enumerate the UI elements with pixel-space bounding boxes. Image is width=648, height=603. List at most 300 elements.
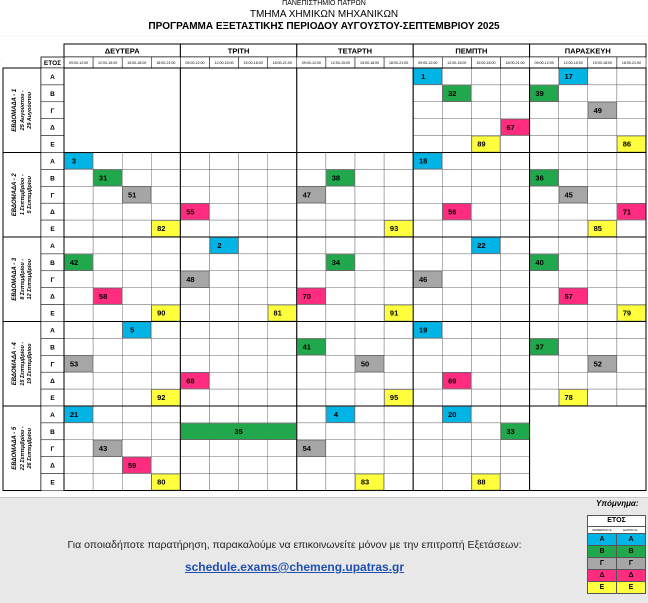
week-label-group	[12, 426, 33, 471]
slot-cell	[501, 288, 530, 305]
slot-cell	[413, 440, 442, 457]
year-label: Ε	[50, 141, 55, 149]
day-header-2: ΤΡΙΤΗ	[227, 46, 250, 56]
exam-cell	[356, 356, 384, 372]
slot-cell	[413, 305, 442, 322]
slot-cell	[297, 423, 326, 440]
exam-code: 67	[506, 122, 515, 132]
time-slot-label: 12:00-15:00	[563, 61, 583, 65]
slot-cell	[64, 389, 93, 406]
slot-cell	[384, 372, 413, 389]
slot-cell	[64, 322, 93, 339]
slot-cell	[617, 102, 646, 119]
slot-cell	[559, 85, 588, 102]
exam-code: 52	[593, 359, 602, 369]
exam-cell	[326, 170, 354, 186]
empty-day-block	[180, 68, 296, 153]
time-slot-label: 15:00-18:00	[592, 61, 612, 65]
slot-cell	[239, 389, 268, 406]
slot-cell	[180, 220, 209, 237]
slot-cell	[93, 338, 122, 355]
week-dates-start: 8 Σεπτεμβρίου -	[20, 258, 26, 300]
slot-cell	[384, 153, 413, 170]
exam-code: 95	[389, 393, 399, 403]
slot-cell	[588, 305, 617, 322]
slot-cell	[588, 68, 617, 85]
slot-cell	[442, 423, 471, 440]
week-label-group	[12, 257, 33, 301]
exam-code: 70	[302, 291, 311, 301]
time-slot-label: 18:00-21:00	[505, 61, 525, 65]
slot-cell	[64, 186, 93, 203]
slot-cell	[210, 372, 239, 389]
slot-cell	[268, 271, 297, 288]
slot-cell	[122, 305, 151, 322]
slot-cell	[384, 237, 413, 254]
slot-cell	[617, 169, 646, 186]
exam-code: 40	[535, 257, 544, 267]
slot-cell	[588, 271, 617, 288]
exam-cell	[94, 288, 122, 304]
slot-cell	[384, 254, 413, 271]
slot-cell	[326, 474, 355, 491]
slot-cell	[559, 305, 588, 322]
legend-spring-swatch: Ε	[617, 582, 645, 593]
exam-code: 38	[331, 173, 341, 183]
slot-cell	[413, 169, 442, 186]
slot-cell	[64, 288, 93, 305]
slot-cell	[122, 474, 151, 491]
slot-cell	[501, 68, 530, 85]
exam-code: 91	[389, 308, 399, 318]
slot-cell	[384, 288, 413, 305]
slot-cell	[384, 406, 413, 423]
slot-cell	[210, 305, 239, 322]
slot-cell	[384, 440, 413, 457]
exam-code: 2	[217, 241, 222, 251]
contact-note: Για οποιαδήποτε παρατήρηση, παρακαλούμε να επικοινωνείτε μόνον με την επιτροπή Εξετάσεων:	[67, 539, 522, 551]
slot-cell	[588, 322, 617, 339]
slot-cell	[151, 406, 180, 423]
week-label-group	[12, 342, 33, 386]
week-dates-start: 22 Σεπτεμβρίου -	[20, 426, 26, 471]
exam-code: 81	[273, 308, 282, 318]
time-slot-label: 09:00-12:00	[418, 61, 438, 65]
slot-cell	[268, 237, 297, 254]
exam-cell	[297, 187, 325, 203]
slot-cell	[559, 237, 588, 254]
slot-cell	[530, 186, 559, 203]
slot-cell	[559, 220, 588, 237]
year-label: Α	[50, 73, 55, 81]
exam-code: 69	[448, 376, 457, 386]
exam-code: 55	[186, 207, 195, 217]
slot-cell	[122, 423, 151, 440]
slot-cell	[268, 355, 297, 372]
slot-cell	[471, 203, 500, 220]
slot-cell	[471, 440, 500, 457]
slot-cell	[180, 406, 209, 423]
time-slot-label: 15:00-18:00	[476, 61, 496, 65]
time-slot-label: 12:00-15:00	[330, 61, 351, 65]
slot-cell	[471, 355, 500, 372]
exam-code: 4	[333, 410, 338, 420]
slot-cell	[530, 119, 559, 136]
week-label-group	[12, 88, 33, 132]
university-name: ΠΑΝΕΠΙΣΤΗΜΙΟ ΠΑΤΡΩΝ	[282, 0, 366, 7]
slot-cell	[588, 254, 617, 271]
exam-cell	[181, 373, 209, 389]
slot-cell	[413, 254, 442, 271]
legend-row	[588, 534, 645, 546]
slot-cell	[501, 271, 530, 288]
time-slot-label: 18:00-21:00	[156, 61, 176, 65]
slot-cell	[588, 186, 617, 203]
slot-cell	[326, 220, 355, 237]
slot-cell	[326, 322, 355, 339]
exam-cell	[210, 238, 238, 254]
exam-cell	[123, 457, 151, 473]
year-label: Α	[50, 158, 55, 166]
legend-winter-swatch: Γ	[588, 558, 617, 569]
time-slot-label: 18:00-21:00	[272, 61, 292, 65]
slot-cell	[617, 153, 646, 170]
time-slot-label: 09:00-12:00	[185, 61, 205, 65]
exam-code: 1	[421, 72, 426, 82]
slot-cell	[617, 186, 646, 203]
slot-cell	[326, 203, 355, 220]
week-dates-end: 5 Σεπτεμβρίου	[27, 176, 33, 214]
exam-code: 43	[98, 443, 108, 453]
empty-day-block	[64, 68, 180, 153]
slot-cell	[239, 457, 268, 474]
slot-cell	[268, 440, 297, 457]
exam-code: 88	[477, 477, 486, 487]
exam-code: 51	[128, 190, 137, 200]
slot-cell	[413, 203, 442, 220]
legend-winter-swatch: Δ	[588, 570, 617, 581]
slot-cell	[122, 355, 151, 372]
slot-cell	[268, 203, 297, 220]
slot-cell	[471, 271, 500, 288]
exam-cell	[472, 474, 500, 490]
legend-row	[588, 582, 645, 593]
exam-code: 49	[593, 105, 602, 115]
slot-cell	[326, 288, 355, 305]
exam-cell	[414, 322, 442, 338]
year-label: Ε	[50, 479, 55, 487]
exam-code: 86	[622, 139, 632, 149]
slot-cell	[93, 271, 122, 288]
slot-cell	[530, 153, 559, 170]
exam-cell	[414, 69, 442, 85]
exam-code: 79	[622, 308, 632, 318]
slot-cell	[239, 153, 268, 170]
slot-cell	[471, 102, 500, 119]
exam-cell	[588, 221, 616, 237]
slot-cell	[471, 68, 500, 85]
exam-code: 90	[157, 308, 166, 318]
slot-cell	[64, 237, 93, 254]
slot-cell	[151, 203, 180, 220]
slot-cell	[64, 338, 93, 355]
time-slot-label: 18:00-21:00	[389, 61, 409, 65]
slot-cell	[442, 119, 471, 136]
legend-subheader	[588, 527, 645, 534]
slot-cell	[501, 203, 530, 220]
exam-cell	[559, 288, 587, 304]
slot-cell	[355, 457, 384, 474]
contact-email-link[interactable]: schedule.exams@chemeng.upatras.gr	[184, 560, 405, 574]
year-label: Δ	[50, 462, 55, 470]
slot-cell	[413, 423, 442, 440]
slot-cell	[617, 220, 646, 237]
time-slot-label: 15:00-18:00	[243, 61, 263, 65]
slot-cell	[210, 457, 239, 474]
slot-cell	[326, 271, 355, 288]
slot-cell	[151, 423, 180, 440]
slot-cell	[530, 389, 559, 406]
slot-cell	[471, 153, 500, 170]
exam-cell	[326, 407, 354, 423]
slot-cell	[93, 203, 122, 220]
slot-cell	[268, 474, 297, 491]
week-dates-end: 12 Σεπτεμβρίου	[27, 258, 33, 300]
slot-cell	[559, 203, 588, 220]
slot-cell	[588, 203, 617, 220]
exam-code: 92	[157, 393, 166, 403]
exam-code: 82	[157, 224, 166, 234]
slot-cell	[93, 254, 122, 271]
slot-cell	[471, 322, 500, 339]
slot-cell	[413, 457, 442, 474]
slot-cell	[530, 305, 559, 322]
exam-code: 59	[128, 460, 137, 470]
exam-code: 58	[98, 291, 108, 301]
slot-cell	[413, 237, 442, 254]
slot-cell	[239, 203, 268, 220]
slot-cell	[210, 338, 239, 355]
slot-cell	[151, 355, 180, 372]
time-slot-label: 09:00-12:00	[68, 61, 89, 65]
slot-cell	[501, 85, 530, 102]
slot-cell	[617, 254, 646, 271]
slot-cell	[384, 322, 413, 339]
slot-cell	[588, 389, 617, 406]
slot-cell	[530, 203, 559, 220]
slot-cell	[93, 355, 122, 372]
year-label: Α	[50, 411, 55, 419]
slot-cell	[413, 474, 442, 491]
year-label: Ε	[50, 395, 55, 403]
slot-cell	[501, 136, 530, 153]
slot-cell	[64, 271, 93, 288]
legend-spring-swatch: Γ	[617, 558, 645, 569]
slot-cell	[617, 68, 646, 85]
slot-cell	[588, 237, 617, 254]
slot-cell	[326, 423, 355, 440]
slot-cell	[210, 254, 239, 271]
slot-cell	[180, 254, 209, 271]
slot-cell	[326, 457, 355, 474]
exam-cell	[414, 153, 442, 169]
exam-code: 48	[186, 274, 195, 284]
slot-cell	[210, 440, 239, 457]
day-header-5: ΠΑΡΑΣΚΕΥΗ	[564, 46, 611, 56]
slot-cell	[559, 119, 588, 136]
slot-cell	[122, 288, 151, 305]
slot-cell	[297, 355, 326, 372]
slot-cell	[355, 153, 384, 170]
exam-code: 54	[302, 443, 311, 453]
slot-cell	[122, 203, 151, 220]
slot-cell	[530, 136, 559, 153]
slot-cell	[588, 85, 617, 102]
slot-cell	[122, 153, 151, 170]
legend-rows	[588, 534, 645, 593]
slot-cell	[384, 169, 413, 186]
slot-cell	[471, 254, 500, 271]
slot-cell	[384, 423, 413, 440]
exam-cell	[588, 102, 616, 118]
slot-cell	[559, 372, 588, 389]
year-label: Γ	[50, 445, 55, 453]
slot-cell	[180, 440, 209, 457]
time-slot-label: 18:00-21:00	[621, 61, 642, 65]
slot-cell	[501, 153, 530, 170]
slot-cell	[64, 169, 93, 186]
exam-cell	[65, 153, 93, 169]
slot-cell	[355, 203, 384, 220]
slot-cell	[239, 237, 268, 254]
slot-cell	[239, 406, 268, 423]
slot-cell	[93, 389, 122, 406]
slot-cell	[442, 389, 471, 406]
slot-cell	[180, 169, 209, 186]
exam-cell	[588, 356, 616, 372]
exam-cell	[414, 271, 442, 287]
slot-cell	[442, 136, 471, 153]
slot-cell	[268, 406, 297, 423]
exam-code: 46	[419, 274, 428, 284]
slot-cell	[617, 372, 646, 389]
slot-cell	[501, 305, 530, 322]
slot-cell	[355, 372, 384, 389]
exam-code: 93	[389, 224, 399, 234]
slot-cell	[413, 389, 442, 406]
slot-cell	[239, 169, 268, 186]
exam-cell	[152, 390, 180, 406]
slot-cell	[355, 440, 384, 457]
exam-cell	[472, 136, 500, 152]
legend-winter-swatch: Α	[588, 534, 617, 545]
slot-cell	[93, 457, 122, 474]
slot-cell	[442, 440, 471, 457]
slot-cell	[501, 220, 530, 237]
slot-cell	[413, 372, 442, 389]
slot-cell	[413, 355, 442, 372]
time-slot-label: 12:00-15:00	[447, 61, 467, 65]
slot-cell	[617, 355, 646, 372]
slot-cell	[239, 474, 268, 491]
exam-cell	[617, 204, 645, 220]
slot-cell	[93, 237, 122, 254]
week-label-group	[12, 173, 33, 217]
exam-code: 34	[331, 257, 341, 267]
slot-cell	[559, 153, 588, 170]
slot-cell	[210, 153, 239, 170]
slot-cell	[297, 474, 326, 491]
slot-cell	[180, 186, 209, 203]
legend-spring-swatch: Δ	[617, 570, 645, 581]
slot-cell	[180, 474, 209, 491]
time-slot-label: 09:00-12:00	[534, 61, 554, 65]
exam-code: 19	[419, 325, 428, 335]
empty-day-block	[297, 68, 413, 153]
slot-cell	[442, 355, 471, 372]
exam-code: 36	[535, 173, 544, 183]
slot-cell	[442, 68, 471, 85]
slot-cell	[471, 220, 500, 237]
exam-code: 56	[448, 207, 457, 217]
week-dates-start: 25 Αυγούστου -	[20, 90, 26, 131]
exam-cell	[152, 221, 180, 237]
exam-cell	[559, 69, 587, 85]
slot-cell	[326, 305, 355, 322]
slot-cell	[559, 102, 588, 119]
exam-cell	[443, 204, 471, 220]
slot-cell	[239, 305, 268, 322]
department-name: ΤΜΗΜΑ ΧΗΜΙΚΩΝ ΜΗΧΑΝΙΚΩΝ	[249, 9, 399, 20]
slot-cell	[355, 288, 384, 305]
slot-cell	[151, 322, 180, 339]
slot-cell	[122, 271, 151, 288]
slot-cell	[64, 440, 93, 457]
day-header-3: ΤΕΤΑΡΤΗ	[337, 46, 373, 56]
slot-cell	[297, 322, 326, 339]
slot-cell	[442, 457, 471, 474]
slot-cell	[210, 288, 239, 305]
slot-cell	[93, 322, 122, 339]
exam-cell	[443, 85, 471, 101]
exam-code: 80	[157, 477, 166, 487]
slot-cell	[210, 186, 239, 203]
slot-cell	[384, 186, 413, 203]
slot-cell	[471, 423, 500, 440]
slot-cell	[442, 169, 471, 186]
slot-cell	[384, 474, 413, 491]
year-label: Γ	[50, 361, 55, 369]
slot-cell	[268, 389, 297, 406]
exam-cell	[385, 390, 413, 406]
slot-cell	[384, 203, 413, 220]
slot-cell	[355, 406, 384, 423]
exam-code: 42	[69, 257, 79, 267]
slot-cell	[151, 372, 180, 389]
slot-cell	[239, 338, 268, 355]
slot-cell	[64, 457, 93, 474]
exam-code: 85	[593, 224, 602, 234]
exam-cell	[65, 254, 93, 270]
slot-cell	[355, 237, 384, 254]
slot-cell	[268, 322, 297, 339]
slot-cell	[93, 186, 122, 203]
exam-code: 31	[98, 173, 108, 183]
slot-cell	[326, 237, 355, 254]
slot-cell	[64, 423, 93, 440]
slot-cell	[151, 186, 180, 203]
exam-cell	[94, 170, 122, 186]
